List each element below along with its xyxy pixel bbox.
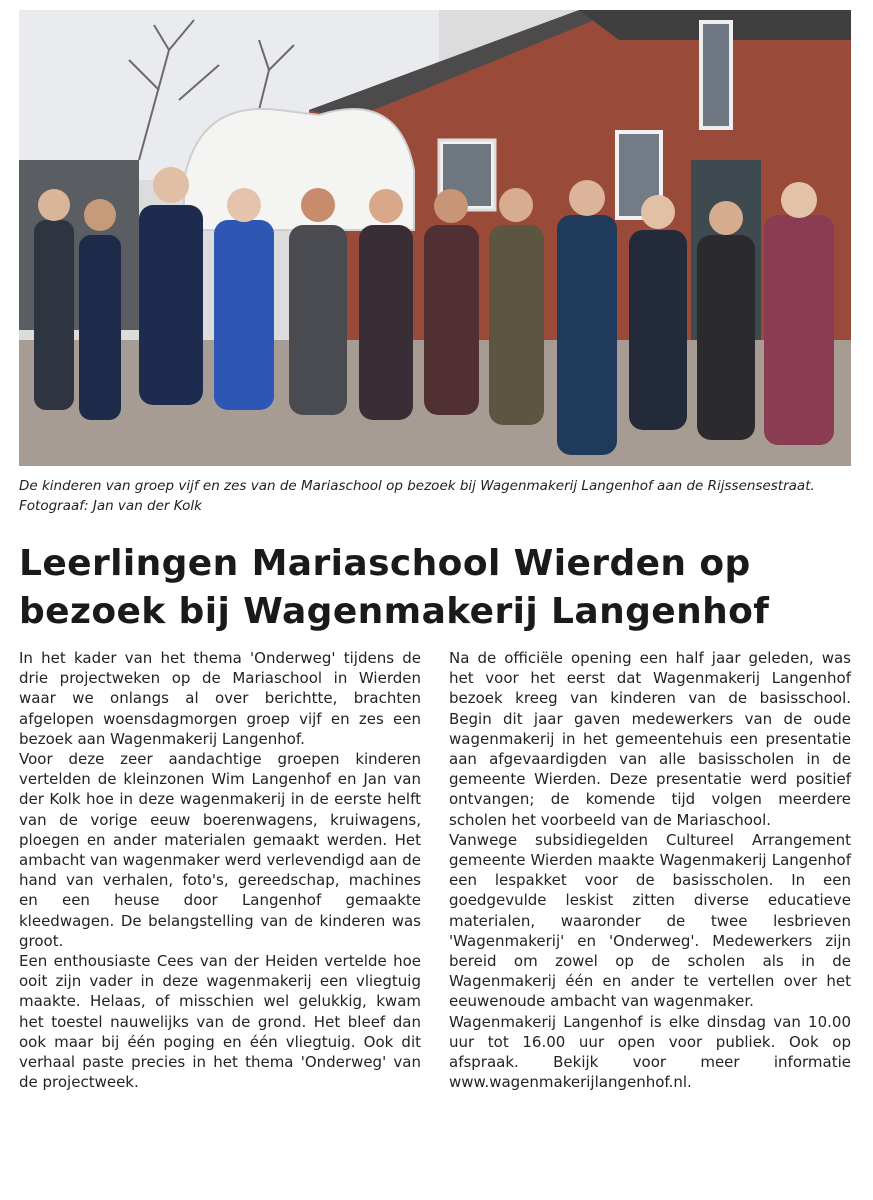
photo-caption: De kinderen van groep vijf en zes van de Mariaschool op bezoek bij Wagenmakerij Langenhof aan de Rijssensestraat. Fotograaf: Jan van der Kolk <box>19 478 815 514</box>
paragraph: Vanwege subsidiegelden Cultureel Arrangement gemeente Wierden maakte Wagenmakerij Langenhof een lespakket voor de basisscholen. In een goedgevulde leskist zitten diverse educatieve materialen, waaronder de twee lesbrieven 'Wagenmakerij' en 'Onderweg'. Medewerkers zijn bereid om zowel op de scholen als in de Wagenmakerij één en ander te vertellen over het eeuwenoude ambacht van wagenmaker. <box>449 830 851 1011</box>
article-column-right <box>449 648 851 1092</box>
paragraph: Een enthousiaste Cees van der Heiden vertelde hoe ooit zijn vader in deze wagenmakerij een vliegtuig maakte. Helaas, of misschien wel gelukkig, kwam het toestel nauwelijks van de grond. Het bleef dan ook maar bij één poging en één vliegtuig. Ook dit verhaal paste precies in het thema 'Onderweg' van de projectweek. <box>19 952 421 1092</box>
article-photo <box>19 10 851 466</box>
article-column-left <box>19 648 421 1092</box>
paragraph: Wagenmakerij Langenhof is elke dinsdag van 10.00 uur tot 16.00 uur open voor publiek. Ook op afspraak. Bekijk voor meer informatie www.wagenmakerijlangenhof.nl. <box>449 1012 851 1092</box>
paragraph: Voor deze zeer aandachtige groepen kinderen vertelden de kleinzonen Wim Langenhof en Jan van der Kolk hoe in deze wagenmakerij in de eerste helft van de vorige eeuw boerenwagens, kruiwagens, ploegen en ander materialen gemaakt werden. Het ambacht van wagenmaker werd verlevendigd aan de hand van verhalen, foto's, gereedschap, machines en een heuse door Langenhof gemaakte kleedwagen. De belangstelling van de kinderen was groot. <box>19 750 421 950</box>
paragraph: In het kader van het thema 'Onderweg' tijdens de drie projectweken op de Mariaschool in Wierden waar we onlangs al over berichtte, brachten afgelopen woensdagmorgen groep vijf en zes een bezoek aan Wagenmakerij Langenhof. <box>19 649 421 748</box>
article-headline: Leerlingen Mariaschool Wierden op bezoek bij Wagenmakerij Langenhof <box>19 543 770 632</box>
paragraph: Na de officiële opening een half jaar geleden, was het voor het eerst dat Wagenmakerij Langenhof bezoek kreeg van kinderen van de basisschool. Begin dit jaar gaven medewerkers van de oude wagenmakerij in het gemeentehuis een presentatie aan afgevaardigden van alle basisscholen in de gemeente Wierden. Deze presentatie werd positief ontvangen; de komende tijd volgen meerdere scholen het voorbeeld van de Mariaschool. <box>449 649 851 829</box>
